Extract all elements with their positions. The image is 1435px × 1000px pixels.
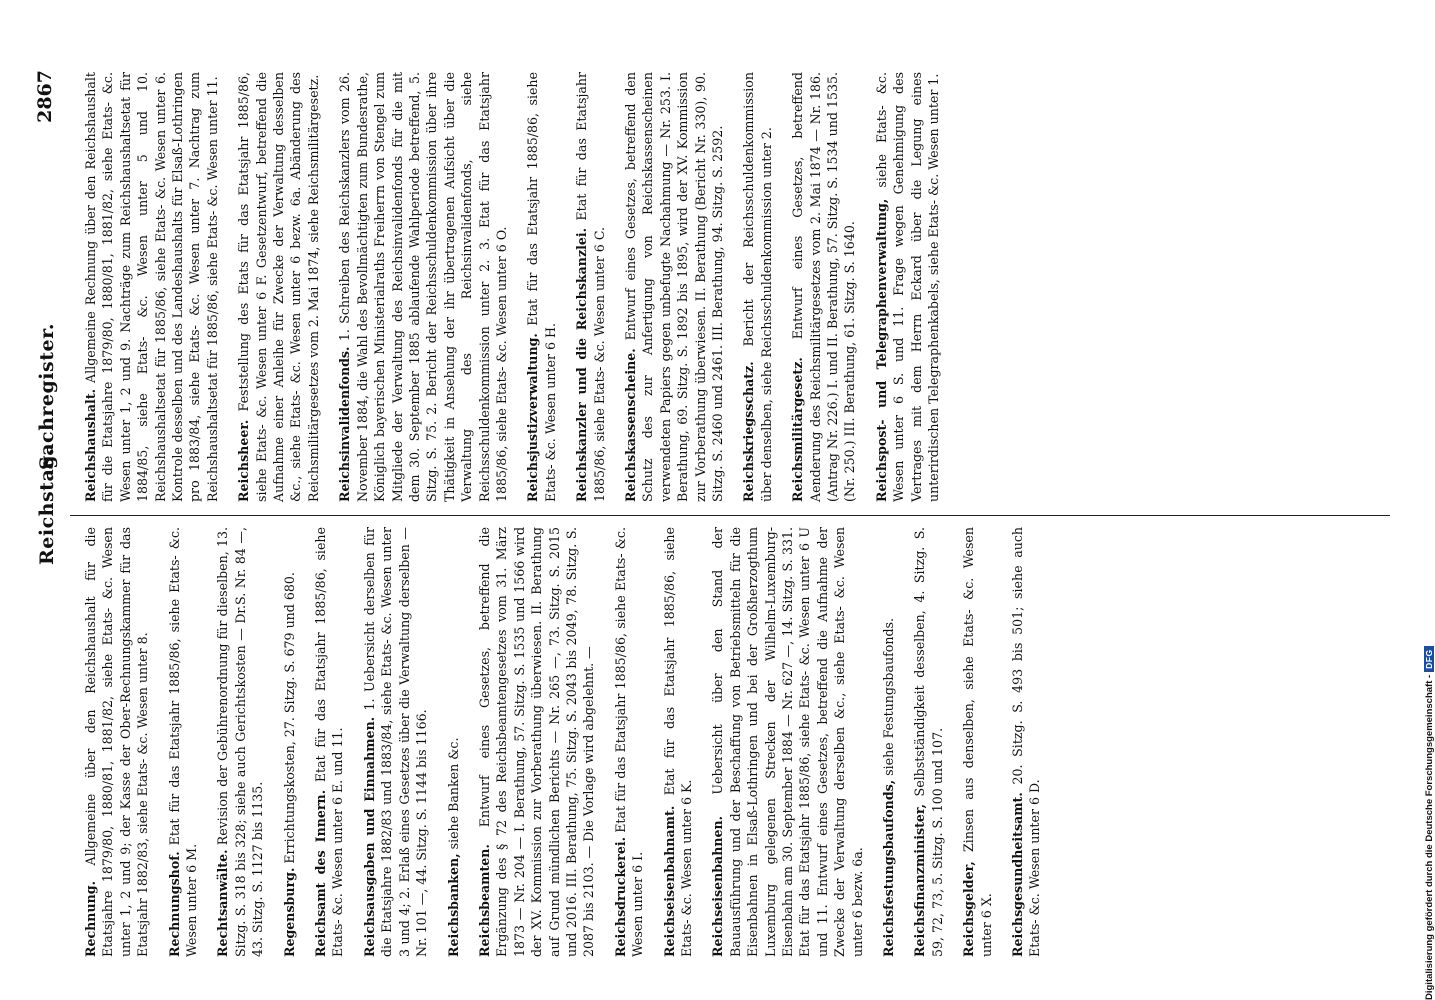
page-number: 2867	[34, 70, 56, 123]
entry-text: Etat für das Etatsjahr 1885/86, siehe Etats- &c. Wesen unter 6 H.	[525, 72, 558, 502]
dfg-logo: DFG	[1424, 646, 1434, 671]
entry-head: Reichsamt des Innern.	[313, 789, 329, 957]
entry-head: Reichsbeamten.	[476, 844, 492, 957]
entry-text: Etat für das Etatsjahr 1885/86, siehe Etats- &c. Wesen unter 6 E. und 11.	[313, 527, 346, 957]
entry-text: Allgemeine Rechnung über den Reichshaushalt für die Etatsjahre 1879/80, 1880/81, 1881/82, siehe Etats- &c. Wesen unter 1, 2 und 9. Nachträge zum Reichshaushaltsetat für 1884/85, siehe Etats- &c. Wesen unter 5 und 10. Reichshaushaltsetat für 1885/86, siehe Etats- &c. Wesen unter 6. Kontrole desselben und des Landeshaushalts für Elsaß-Lothringen pro 1883/84, siehe Etats- &c. Wesen unter 7. Nachtrag zum Reichshaushaltsetat für 1885/86, siehe Etats- &c. Wesen unter 11.	[83, 72, 220, 502]
index-entry	[661, 527, 696, 957]
index-entry	[573, 72, 608, 502]
index-entry	[281, 527, 298, 957]
entry-text: Allgemeine über den Reichshaushalt für die Etatsjahre 1879/80, 1880/81, 1881/82, siehe Etats- &c. Wesen unter 1, 2 und 9; der Kasse der Ober-Rechnungskammer für das Etatsjahr 1882/83, siehe Etats- &c. Wesen unter 8.	[83, 527, 151, 957]
entry-text: Etat für das Etatsjahr 1885/86, siehe Etats- &c. Wesen unter 6 I.	[612, 527, 646, 957]
column-divider	[70, 515, 1390, 516]
entry-text: Errichtungskosten, 27. Sitzg. S. 679 und 680.	[281, 572, 297, 864]
index-entry	[880, 527, 897, 957]
entry-head: Reichseisenbahnamt.	[661, 805, 677, 957]
entry-head: Reichsdruckerei.	[612, 837, 628, 957]
entry-text: Selbstständigkeit desselben, 4. Sitzg. S. 59, 72, 73, 5. Sitzg. S. 100 und 107.	[912, 527, 945, 957]
entry-head: Reichsheer.	[236, 419, 252, 502]
index-entry	[960, 527, 995, 957]
entry-head: Reichskriegsschatz.	[741, 361, 757, 502]
entry-text: siehe Banken &c.	[445, 737, 461, 850]
entry-text: 1. Schreiben des Reichskanzlers vom 26. November 1884, die Wahl des Bevollmächtigten zum Bundesrathe, Königlich bayerischen Ministerialraths Freiherrn von Stengel zum Mitgliede der Verwaltung des Reichsinvalidenfonds für die mit dem 30. September 1885 ablaufende Wahlperiode betreffend, 5. Sitzg. S. 75. 2. Bericht der Reichsschuldenkommission über ihre Thätigkeit in Ansehung der ihr übertragenen Aufsicht über die Verwaltung des Reichsinvalidenfonds, siehe Reichsschuldenkommission unter 2. 3. Etat für das Etatsjahr 1885/86, siehe Etats- &c. Wesen unter 6 O.	[337, 72, 509, 502]
index-entry	[82, 527, 152, 957]
index-entry	[166, 527, 201, 957]
entry-head: Rechnungshof.	[166, 851, 182, 957]
index-entry	[361, 527, 431, 957]
index-entry	[740, 72, 775, 502]
entry-text: Zinsen aus denselben, siehe Etats- &c. Wesen unter 6 X.	[961, 527, 994, 957]
entry-head: Regensburg.	[281, 867, 297, 957]
entry-head: Reichsausgaben und Einnahmen.	[361, 716, 377, 957]
page-header	[30, 30, 70, 960]
entry-text: 1. Uebersicht derselben für die Etatsjahre 1882/83 und 1883/84, siehe Etats- &c. Wesen unter 3 und 4; 2. Erlaß eines Gesetzes über die Verwaltung derselben — Nr. 101 —, 44. Sitzg. S. 1144 bis 1166.	[361, 527, 430, 957]
entry-text: Etat für das Etatsjahr 1885/86, siehe Etats- &c. Wesen unter 6 K.	[661, 527, 694, 957]
index-entry	[312, 527, 347, 957]
footer-line	[1424, 646, 1435, 1000]
entry-text: Uebersicht über den Stand der Bauausführung und der Beschaffung von Betriebsmitteln für die Eisenbahnen in Elsaß-Lothringen und bei der Großherzogthum Luxemburg gelegenen Strecken der Wilhelm-Luxemburg-Eisenbahn am 30. September 1884 — Nr. 627 —, 14. Sitzg. S. 331. Etat für das Etatsjahr 1885/86, siehe Etats- &c. Wesen unter 6 U und 11. Entwurf eines Gesetzes, betreffend die Aufnahme der Zwecke der Verwaltung derselben &c., siehe Etats- &c. Wesen unter 6 bezw. 6a.	[710, 527, 865, 957]
index-entry	[911, 527, 946, 957]
index-entry	[214, 527, 266, 957]
entry-text: 20. Sitzg. S. 493 bis 501; siehe auch Etats- &c. Wesen unter 6 D.	[1010, 527, 1043, 957]
entry-head: Reichsmilitärgesetz.	[790, 357, 806, 502]
left-column	[82, 527, 1058, 957]
index-entry	[1009, 527, 1044, 957]
entry-text: Feststellung des Etats für das Etatsjahr 1885/86, siehe Etats- &c. Wesen unter 6 F. Gesetzentwurf, betreffend die Aufnahme einer Anleihe für Zwecke der Verwaltung desselben &c., siehe Etats- &c. Wesen unter 6 bezw. 6a. Abänderung des Reichsmilitärgesetzes vom 2. Mai 1874, siehe Reichsmilitärgesetz.	[236, 72, 321, 502]
entry-head: Reichskanzler und die Reichskanzlei.	[574, 227, 590, 502]
right-column	[82, 72, 956, 502]
entry-head: Rechnung.	[83, 881, 98, 957]
index-entry	[622, 72, 726, 502]
entry-text: Etat für das Etatsjahr 1885/86, siehe Etats- &c. Wesen unter 6 C.	[574, 72, 607, 502]
entry-text: Entwurf eines Gesetzes, betreffend den Schutz des zur Anfertigung von Reichskassenscheinen verwendeten Papiers gegen unbefugte Nachahmung — Nr. 253. I. Berathung, 69. Sitzg. S. 1892 bis 1895, wird der XV. Kommission zur Vorberathung überwiesen. II. Berathung (Bericht Nr. 330), 90. Sitzg. S. 2460 und 2461. III. Berathung, 94. Sitzg. S. 2592.	[622, 72, 725, 502]
entry-head: Reichsbanken,	[445, 853, 461, 957]
index-entry	[789, 72, 859, 502]
index-entry	[524, 72, 559, 502]
index-entry	[476, 527, 598, 957]
entry-head: Reichsjustizverwaltung.	[525, 333, 541, 502]
digitization-footer	[1408, 0, 1435, 1000]
entry-head: Reichsfinanzminister,	[912, 803, 928, 957]
index-entry	[336, 72, 510, 502]
entry-text: Bericht der Reichsschuldenkommission über denselben, siehe Reichsschuldenkommission unter 2.	[741, 72, 774, 502]
index-entry	[709, 527, 866, 957]
entry-head: Reichsinvalidenfonds.	[337, 346, 353, 502]
entry-text: Entwurf eines Gesetzes, betreffend Aenderung des Reichsmilitärgesetzes vom 2. Mai 1874 — Nr. 186. (Antrag Nr. 226.) I. und II. Berathung, 57. Sitzg. S. 1534 und 1535. (Nr. 250.) III. Berathung, 61. Sitzg. S. 1640.	[790, 72, 858, 502]
left-running-title: Reichstag.	[36, 447, 58, 565]
entry-text: siehe Etats- &c. Wesen unter 6 S. und 11. Frage wegen Genehmigung des Vertrages mit dem Herrn Eckard über die Legung eines unterirdischen Telegraphenkabels, siehe Etats- &c. Wesen unter 1.	[873, 72, 942, 502]
index-entry	[82, 72, 221, 502]
entry-head: Reichskassenscheine.	[622, 348, 638, 502]
index-entry	[873, 72, 943, 502]
footer-text: Digitalisierung gefördert durch die Deutsche Forschungsgemeinschaft -	[1424, 674, 1435, 1000]
entry-head: Reichseisenbahnen.	[710, 815, 726, 957]
entry-head: Reichspost- und Telegraphenverwaltung,	[873, 198, 889, 502]
index-entry	[612, 527, 647, 957]
index-entry	[445, 527, 462, 957]
entry-head: Reichsgelder,	[961, 861, 977, 957]
index-entry	[235, 72, 322, 502]
entry-text: Revision der Gebührenordnung für dieselben, 13. Sitzg. S. 318 bis 328; siehe auch Gerichtskosten — Dr.S. Nr. 84 —, 43. Sitzg. S. 1127 bis 1135.	[215, 527, 266, 957]
entry-text: Entwurf eines Gesetzes, betreffend die Ergänzung des § 72 des Reichsbeamtengesetzes vom 31. März 1873 — Nr. 204 — I. Berathung, 57. Sitzg. S. 1535 und 1566 wird der XV. Kommission zur Vorberathung überwiesen. II. Berathung auf Grund mündlichen Berichts — Nr. 265 —, 73. Sitzg. S. 2015 und 2016. III. Berathung, 75. Sitzg. S. 2043 bis 2049, 78. Sitzg. S. 2087 bis 2103. — Die Vorlage wird abgelehnt. —	[476, 527, 597, 957]
entry-head: Rechtsanwälte.	[215, 849, 231, 957]
entry-head: Reichsgesundheitsamt.	[1010, 792, 1026, 957]
right-running-title: Sachregister.	[36, 323, 58, 470]
entry-head: Reichsfestungsbaufonds,	[881, 779, 897, 957]
entry-head: Reichshaushalt.	[83, 388, 98, 502]
entry-text: Etat für das Etatsjahr 1885/86, siehe Etats- &c. Wesen unter 6 M.	[166, 527, 200, 957]
entry-text: siehe Festungsbaufonds.	[881, 618, 897, 776]
